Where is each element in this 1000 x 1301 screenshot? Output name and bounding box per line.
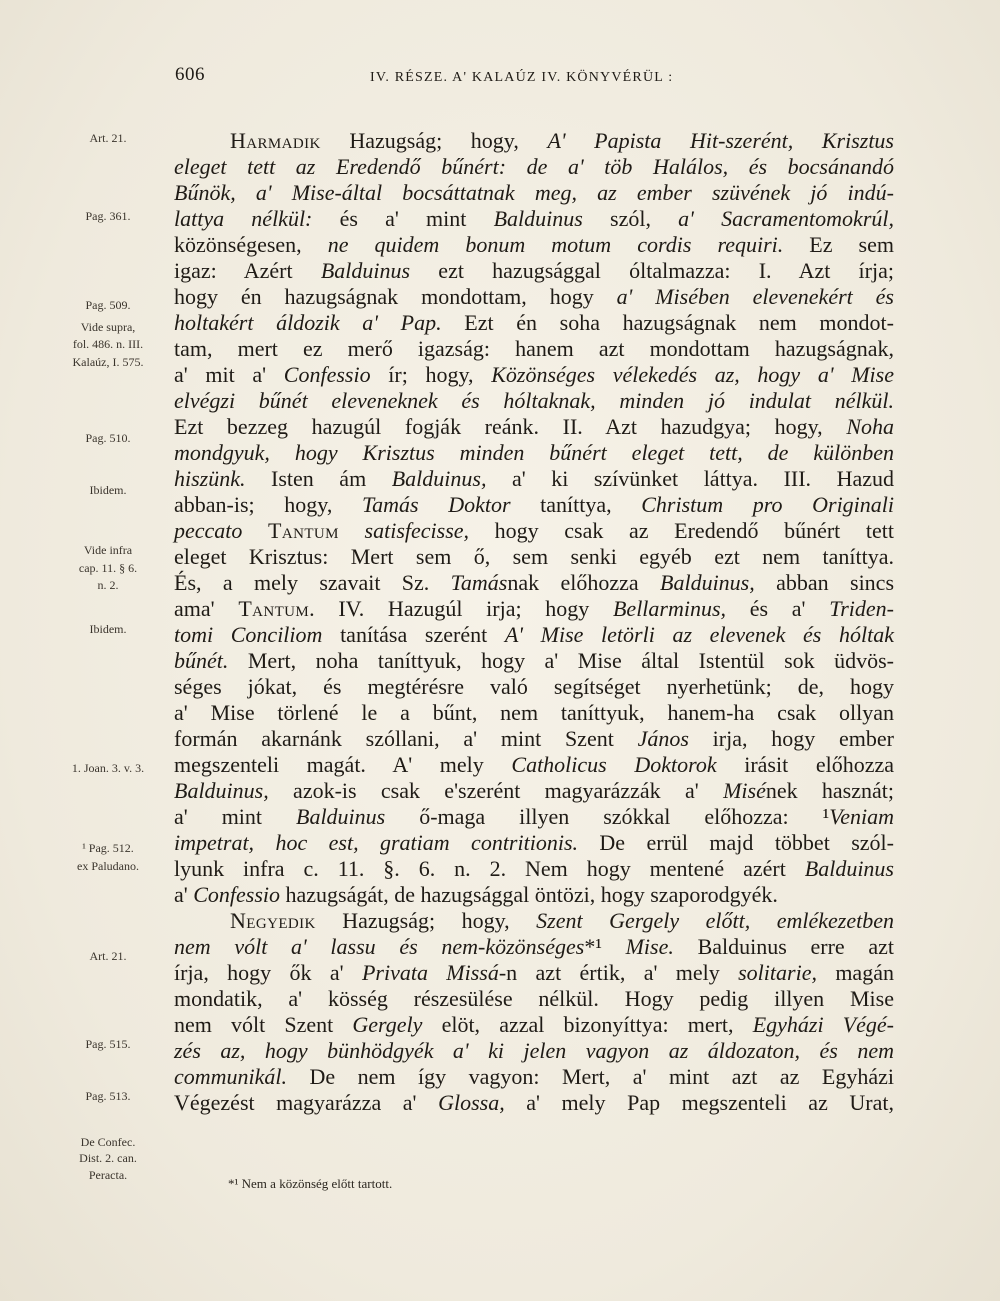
text-line <box>174 804 894 830</box>
page-number: 606 <box>175 64 205 85</box>
margin-note-line: Kalaúz, I. 575. <box>72 355 144 369</box>
roman-text: Mert, noha taníttyuk, hogy a' Mise által Istentül sok üdvös- <box>228 648 894 673</box>
roman-text: szól, <box>582 206 679 231</box>
margin-note-line: ¹ Pag. 512. <box>82 841 134 855</box>
italic-text: Confessio <box>283 362 371 387</box>
italic-text: hiszünk. <box>174 466 246 491</box>
roman-text: elöt, azzal bizonyíttya: mert, <box>422 1012 753 1037</box>
italic-text: Confessio <box>193 882 281 907</box>
margin-note <box>52 841 164 855</box>
roman-text: séges jókat, és megtérésre való segítséget nyerhetünk; de, hogy <box>174 674 894 699</box>
margin-note-line: Pag. 509. <box>85 298 131 312</box>
roman-text: irja, hogy ember <box>688 726 894 751</box>
text-line <box>174 232 894 258</box>
roman-text: lyunk infra c. 11. §. 6. n. 2. Nem hogy mentené azért <box>174 856 805 881</box>
margin-note <box>52 578 164 592</box>
roman-text: Ez sem <box>783 232 894 257</box>
margin-note-line: De Confec. <box>80 1135 136 1149</box>
text-line <box>174 726 894 752</box>
text-line <box>174 934 894 960</box>
text-line <box>174 1064 894 1090</box>
roman-text: és a' mint <box>312 206 494 231</box>
margin-note-line: Art. 21. <box>89 131 127 145</box>
roman-text: ezt hazugsággal óltalmazza: I. Azt írja; <box>410 258 894 283</box>
italic-text: mondgyuk, hogy Krisztus minden bűnért eleget tett, de különben <box>174 440 894 465</box>
text-line <box>174 700 894 726</box>
italic-text: A' Mise letörli az elevenek és hóltak <box>504 622 894 647</box>
roman-text: a' ki szívünket láttya. III. Hazud <box>486 466 894 491</box>
text-line <box>174 414 894 440</box>
roman-text: eleget Krisztus: Mert sem ő, sem senki egyéb ezt nem taníttya. <box>174 544 894 569</box>
italic-text: Glossa, <box>438 1090 505 1115</box>
roman-text: a' <box>174 882 194 907</box>
text-line <box>174 336 894 362</box>
small-caps-text: Negyedik <box>230 908 316 933</box>
italic-text: Egyházi Végé- <box>752 1012 894 1037</box>
text-line <box>174 622 894 648</box>
text-line <box>174 1012 894 1038</box>
italic-text: Veniam <box>829 804 894 829</box>
italic-text: peccato <box>174 518 243 543</box>
italic-text: a' Misében elevenekért és <box>616 284 894 309</box>
italic-text: Gergely <box>352 1012 423 1037</box>
roman-text: hogy csak az Eredendő bűnért tett <box>469 518 895 543</box>
text-line <box>174 1090 894 1116</box>
margin-note-line: fol. 486. n. III. <box>72 337 144 351</box>
roman-text: Ezt én soha hazugságnak nem mondot- <box>441 310 894 335</box>
text-line <box>174 518 894 544</box>
roman-text: írja, hogy ők a' <box>174 960 362 985</box>
margin-note-line: Vide supra, <box>80 320 136 334</box>
roman-text <box>242 518 268 543</box>
italic-text: Szent Gergely előtt, emlékezetben <box>536 908 894 933</box>
roman-text: formán akarnánk szóllani, a' mint Szent <box>174 726 638 751</box>
margin-note-line: cap. 11. § 6. <box>78 561 138 575</box>
italic-text: eleget tett az Eredendő bűnért: de a' töb Halálos, és bocsánandó <box>174 154 894 179</box>
roman-text: irásit előhozza <box>716 752 894 777</box>
roman-text: Isten ám <box>245 466 392 491</box>
italic-text: Balduinus, <box>391 466 487 491</box>
roman-text: tam, mert ez merő igazság: hanem azt mondottam hazugságnak, <box>174 336 894 361</box>
margin-note <box>52 320 164 334</box>
margin-note <box>52 1037 164 1051</box>
roman-text: ő-maga illyen szókkal előhozza: ¹ <box>385 804 830 829</box>
text-line <box>174 960 894 986</box>
text-line <box>174 310 894 336</box>
roman-text: hogy én hazugságnak mondottam, hogy <box>174 284 617 309</box>
margin-note-line: Dist. 2. can. <box>79 1151 137 1165</box>
roman-text: Ezt bezzeg hazugúl fogják reánk. II. Azt hazudgya; hogy, <box>174 414 847 439</box>
margin-note <box>52 561 164 575</box>
margin-note <box>52 1151 164 1165</box>
roman-text: nem vólt Szent <box>174 1012 353 1037</box>
italic-text: Balduinus, <box>174 778 269 803</box>
margin-note <box>52 1168 164 1182</box>
roman-text: a' Mise törlené le a bűnt, nem taníttyuk, hanem-ha csak ollyan <box>174 700 894 725</box>
roman-text: azok-is csak e'szerént magyarázzák a' <box>268 778 724 803</box>
margin-note <box>52 543 164 557</box>
roman-text: -n azt értik, a' mely <box>498 960 739 985</box>
text-line <box>230 128 894 154</box>
italic-text: lattya nélkül: <box>174 206 313 231</box>
italic-text: Balduinus <box>320 258 411 283</box>
roman-text: De nem így vagyon: Mert, a' mint azt az Egyházi <box>287 1064 894 1089</box>
text-line <box>174 388 894 414</box>
text-line <box>174 570 894 596</box>
margin-note-line: Pag. 510. <box>85 431 131 445</box>
text-line <box>174 180 894 206</box>
italic-text: Misé <box>723 778 766 803</box>
italic-text: Balduinus <box>493 206 583 231</box>
text-line <box>174 778 894 804</box>
text-line <box>174 466 894 492</box>
italic-text: Christum pro Originali <box>641 492 895 517</box>
margin-note <box>52 209 164 223</box>
margin-note <box>52 355 164 369</box>
roman-text: és a' <box>726 596 830 621</box>
text-line <box>174 206 894 232</box>
italic-text: nem vólt a' lassu és nem-közönséges <box>174 934 585 959</box>
italic-text: Közönséges vélekedés az, hogy a' Mise <box>491 362 894 387</box>
margin-note-line: ex Paludano. <box>77 859 139 873</box>
small-caps-text: Tantum <box>238 596 310 621</box>
italic-text: solitarie, <box>738 960 817 985</box>
italic-text: zés az, hogy bünhödgyék a' ki jelen vagyon az áldozaton, és nem <box>174 1038 894 1063</box>
text-line <box>174 856 894 882</box>
roman-text: a' mint <box>174 804 296 829</box>
text-line <box>174 492 894 518</box>
italic-text: elvégzi bűnét eleveneknek és hóltaknak, minden jó indulat nélkül. <box>174 388 894 413</box>
margin-note-line: 1. Joan. 3. v. 3. <box>71 761 145 775</box>
text-line <box>174 596 894 622</box>
italic-text: satisfecisse, <box>364 518 470 543</box>
margin-note-line: Pag. 361. <box>85 209 131 223</box>
italic-text: János <box>637 726 689 751</box>
roman-text: De errül majd többet szól- <box>578 830 894 855</box>
margin-note-line: Vide infra <box>83 543 133 557</box>
roman-text: Hazugság; hogy, <box>315 908 537 933</box>
margin-note <box>52 483 164 497</box>
roman-text <box>339 518 365 543</box>
text-line <box>174 1038 894 1064</box>
roman-text: Balduinus erre azt <box>673 934 894 959</box>
text-line <box>174 648 894 674</box>
italic-text: a' Sacramentomokrúl, <box>678 206 894 231</box>
margin-note <box>52 431 164 445</box>
margin-note-line: Art. 21. <box>89 949 127 963</box>
italic-text: Privata Missá <box>361 960 499 985</box>
margin-note-line: Pag. 513. <box>85 1089 131 1103</box>
italic-text: Mise. <box>625 934 674 959</box>
italic-text: ne quidem bonum motum cordis requiri. <box>327 232 784 257</box>
italic-text: Tamás <box>450 570 508 595</box>
margin-note <box>52 859 164 873</box>
text-line <box>174 986 894 1012</box>
italic-text: holtakért áldozik a' Pap. <box>174 310 442 335</box>
margin-note <box>52 337 164 351</box>
roman-text: ír; hogy, <box>370 362 492 387</box>
roman-text: taníttya, <box>510 492 642 517</box>
roman-text: tanítása szerént <box>322 622 505 647</box>
text-line <box>174 284 894 310</box>
italic-text: communikál. <box>174 1064 288 1089</box>
text-line <box>174 258 894 284</box>
text-line <box>174 674 894 700</box>
page-header <box>0 64 1000 94</box>
margin-note <box>52 761 164 775</box>
roman-text: És, a mely szavait Sz. <box>174 570 451 595</box>
roman-text: igaz: Azért <box>174 258 321 283</box>
margin-note <box>52 298 164 312</box>
roman-text: hazugságát, de hazugsággal öntözi, hogy szaporodgyék. <box>280 882 778 907</box>
margin-note <box>52 1135 164 1149</box>
text-line <box>174 440 894 466</box>
roman-text: magán <box>816 960 894 985</box>
text-line <box>174 544 894 570</box>
text-line <box>174 154 894 180</box>
roman-text: Végezést magyarázza a' <box>174 1090 439 1115</box>
roman-text: abban sincs <box>754 570 895 595</box>
margin-note <box>52 1089 164 1103</box>
italic-text: Triden- <box>829 596 894 621</box>
italic-text: Tamás Doktor <box>361 492 511 517</box>
italic-text: tomi Conciliom <box>174 622 323 647</box>
text-line <box>230 908 894 934</box>
small-caps-text: Harmadik <box>230 128 321 153</box>
margin-note-line: Pag. 515. <box>85 1037 131 1051</box>
roman-text: nek hasznát; <box>765 778 894 803</box>
italic-text: Noha <box>846 414 894 439</box>
roman-text: a' mely Pap megszenteli az Urat, <box>504 1090 894 1115</box>
text-line <box>174 830 894 856</box>
margin-note <box>52 131 164 145</box>
italic-text: Balduinus, <box>660 570 755 595</box>
roman-text: *¹ <box>584 934 626 959</box>
roman-text: . IV. Hazugúl irja; hogy <box>309 596 613 621</box>
italic-text: Bellarminus, <box>612 596 727 621</box>
text-line <box>174 362 894 388</box>
margin-note-line: Ibidem. <box>89 622 127 636</box>
roman-text: abban-is; hogy, <box>174 492 362 517</box>
footnote: *¹ Nem a közönség előtt tartott. <box>228 1176 393 1191</box>
roman-text: a' mit a' <box>174 362 284 387</box>
italic-text: Balduinus <box>804 856 894 881</box>
margin-note-line: Ibidem. <box>89 483 127 497</box>
roman-text: közönségesen, <box>174 232 328 257</box>
roman-text: megszenteli magát. A' mely <box>174 752 512 777</box>
margin-note-line: Peracta. <box>88 1168 128 1182</box>
italic-text: impetrat, hoc est, gratiam contritionis. <box>174 830 579 855</box>
text-line <box>174 882 894 908</box>
italic-text: Catholicus Doktorok <box>511 752 717 777</box>
italic-text: Bűnök, a' Mise-által bocsáttatnak meg, az ember szüvének jó indú- <box>174 180 894 205</box>
italic-text: A' Papista Hit-szerént, Krisztus <box>547 128 894 153</box>
margin-note-line: n. 2. <box>97 578 119 592</box>
small-caps-text: Tantum <box>268 518 339 543</box>
margin-note <box>52 949 164 963</box>
roman-text: mondatik, a' kösség részesülése nélkül. Hogy pedig illyen Mise <box>174 986 894 1011</box>
running-title: IV. RÉSZE. A' KALAÚZ IV. KÖNYVÉRÜL : <box>370 70 674 85</box>
italic-text: Balduinus <box>296 804 386 829</box>
roman-text: Hazugság; hogy, <box>320 128 548 153</box>
roman-text: ama' <box>174 596 239 621</box>
margin-note <box>52 622 164 636</box>
roman-text: nak előhozza <box>507 570 661 595</box>
italic-text: bűnét. <box>174 648 229 673</box>
text-line <box>174 752 894 778</box>
